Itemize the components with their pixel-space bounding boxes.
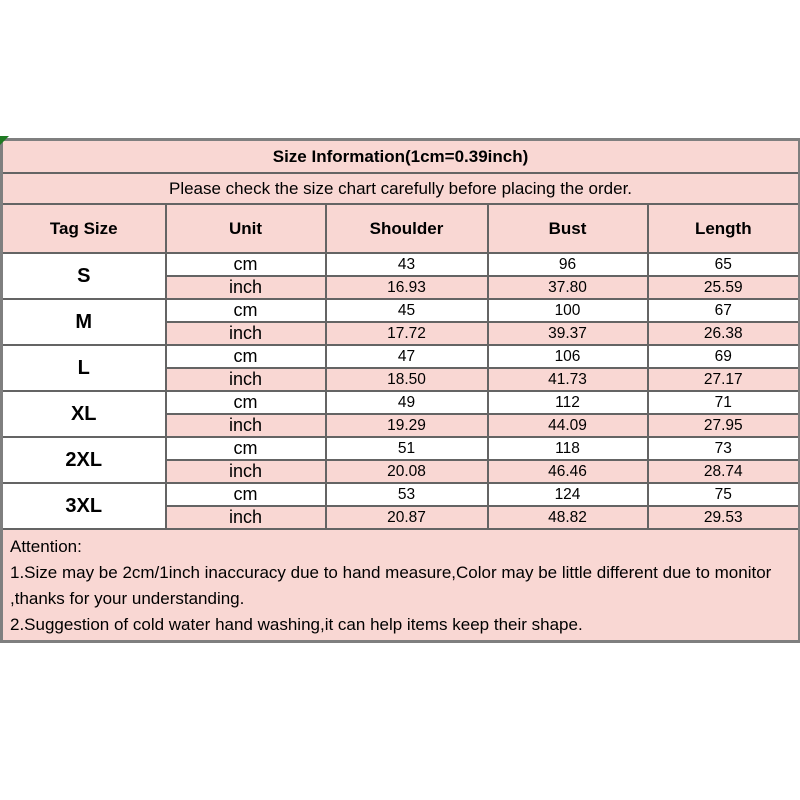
unit-cell: inch — [166, 506, 326, 529]
value-cell: 20.08 — [326, 460, 488, 483]
unit-cell: cm — [166, 483, 326, 506]
value-cell: 44.09 — [488, 414, 648, 437]
size-row-cm — [2, 483, 800, 506]
size-row-cm — [2, 253, 800, 276]
table-subtitle: Please check the size chart carefully before placing the order. — [2, 173, 800, 204]
col-header-tag-size: Tag Size — [2, 204, 166, 253]
col-header-length: Length — [648, 204, 800, 253]
table-title: Size Information(1cm=0.39inch) — [2, 140, 800, 174]
value-cell: 49 — [326, 391, 488, 414]
attention-line: Attention: — [10, 537, 82, 556]
value-cell: 71 — [648, 391, 800, 414]
col-header-shoulder: Shoulder — [326, 204, 488, 253]
value-cell: 25.59 — [648, 276, 800, 299]
tag-size-cell: S — [2, 253, 166, 299]
value-cell: 75 — [648, 483, 800, 506]
unit-cell: inch — [166, 368, 326, 391]
value-cell: 118 — [488, 437, 648, 460]
value-cell: 20.87 — [326, 506, 488, 529]
unit-cell: inch — [166, 460, 326, 483]
tag-size-cell: 3XL — [2, 483, 166, 529]
value-cell: 96 — [488, 253, 648, 276]
unit-cell: inch — [166, 276, 326, 299]
value-cell: 69 — [648, 345, 800, 368]
value-cell: 51 — [326, 437, 488, 460]
attention-line: 2.Suggestion of cold water hand washing,it can help items keep their shape. — [10, 615, 583, 634]
value-cell: 27.95 — [648, 414, 800, 437]
value-cell: 41.73 — [488, 368, 648, 391]
value-cell: 67 — [648, 299, 800, 322]
unit-cell: inch — [166, 322, 326, 345]
attention-line: 1.Size may be 2cm/1inch inaccuracy due to hand measure,Color may be little different due to monitor — [10, 563, 772, 582]
value-cell: 19.29 — [326, 414, 488, 437]
value-cell: 28.74 — [648, 460, 800, 483]
value-cell: 27.17 — [648, 368, 800, 391]
value-cell: 26.38 — [648, 322, 800, 345]
header-row — [2, 204, 800, 253]
value-cell: 53 — [326, 483, 488, 506]
unit-cell: cm — [166, 253, 326, 276]
col-header-unit: Unit — [166, 204, 326, 253]
attention-line: ,thanks for your understanding. — [10, 589, 245, 608]
value-cell: 39.37 — [488, 322, 648, 345]
unit-cell: cm — [166, 345, 326, 368]
unit-cell: cm — [166, 391, 326, 414]
size-row-cm — [2, 437, 800, 460]
value-cell: 37.80 — [488, 276, 648, 299]
value-cell: 43 — [326, 253, 488, 276]
value-cell: 46.46 — [488, 460, 648, 483]
value-cell: 29.53 — [648, 506, 800, 529]
value-cell: 73 — [648, 437, 800, 460]
col-header-bust: Bust — [488, 204, 648, 253]
tag-size-cell: M — [2, 299, 166, 345]
value-cell: 45 — [326, 299, 488, 322]
value-cell: 112 — [488, 391, 648, 414]
unit-cell: cm — [166, 299, 326, 322]
tag-size-cell: L — [2, 345, 166, 391]
value-cell: 18.50 — [326, 368, 488, 391]
unit-cell: inch — [166, 414, 326, 437]
tag-size-cell: XL — [2, 391, 166, 437]
value-cell: 124 — [488, 483, 648, 506]
size-row-cm — [2, 345, 800, 368]
tag-size-cell: 2XL — [2, 437, 166, 483]
value-cell: 65 — [648, 253, 800, 276]
size-chart-sheet — [0, 138, 798, 643]
value-cell: 48.82 — [488, 506, 648, 529]
value-cell: 16.93 — [326, 276, 488, 299]
attention-note — [2, 529, 800, 642]
value-cell: 47 — [326, 345, 488, 368]
value-cell: 106 — [488, 345, 648, 368]
value-cell: 17.72 — [326, 322, 488, 345]
unit-cell: cm — [166, 437, 326, 460]
size-row-cm — [2, 391, 800, 414]
value-cell: 100 — [488, 299, 648, 322]
size-table — [0, 138, 800, 643]
size-row-cm — [2, 299, 800, 322]
